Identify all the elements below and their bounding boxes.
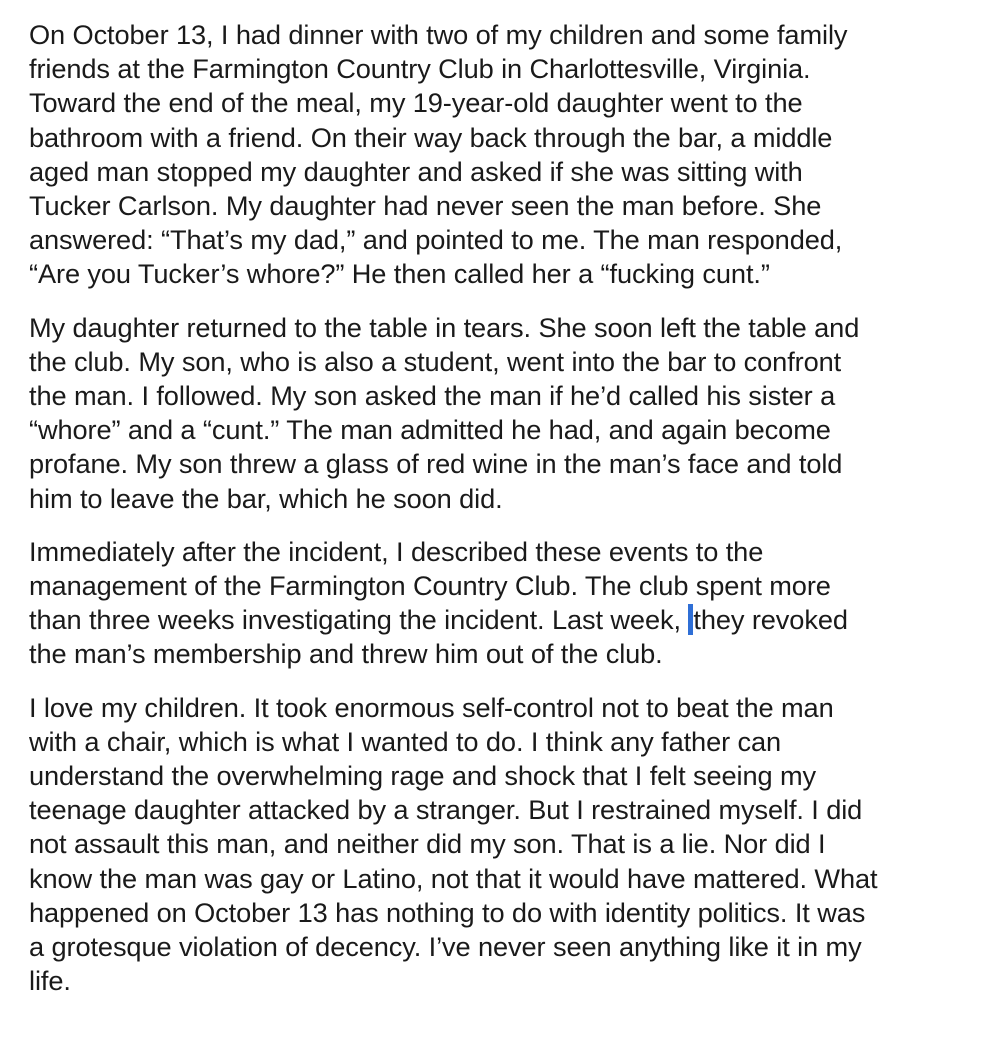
text-line: teenage daughter attacked by a stranger. But I restrained myself. I did	[29, 794, 863, 826]
text-line: “Are you Tucker’s whore?” He then called her a “fucking cunt.”	[29, 258, 770, 290]
text-line: Immediately after the incident, I described these events to the	[29, 535, 764, 567]
text-line: the man’s membership and threw him out of the club.	[29, 638, 663, 670]
text-line: happened on October 13 has nothing to do with identity politics. It was	[29, 896, 866, 928]
text-line: the man. I followed. My son asked the man if he’d called his sister a	[29, 380, 836, 412]
text-line: with a chair, which is what I wanted to do. I think any father can	[29, 725, 782, 757]
text-line: bathroom with a friend. On their way back through the bar, a middle	[29, 121, 833, 153]
text-before-cursor: than three weeks investigating the incident. Last week,	[29, 604, 689, 636]
text-line: friends at the Farmington Country Club in Charlottesville, Virginia.	[29, 53, 811, 85]
text-line: not assault this man, and neither did my son. That is a lie. Nor did I	[29, 828, 826, 860]
paragraph-1	[29, 18, 994, 292]
text-line: a grotesque violation of decency. I’ve never seen anything like it in my	[29, 931, 862, 963]
text-line: the club. My son, who is also a student, went into the bar to confront	[29, 345, 842, 377]
paragraph-3	[29, 535, 994, 672]
text-line: aged man stopped my daughter and asked if she was sitting with	[29, 155, 803, 187]
text-line: understand the overwhelming rage and shock that I felt seeing my	[29, 760, 817, 792]
text-line-with-cursor	[29, 603, 994, 637]
text-line: management of the Farmington Country Club. The club spent more	[29, 570, 831, 602]
text-line: know the man was gay or Latino, not that it would have mattered. What	[29, 862, 878, 894]
text-line: profane. My son threw a glass of red wine in the man’s face and told	[29, 448, 843, 480]
text-line: him to leave the bar, which he soon did.	[29, 482, 503, 514]
text-line: My daughter returned to the table in tears. She soon left the table and	[29, 311, 860, 343]
text-line: “whore” and a “cunt.” The man admitted he had, and again become	[29, 414, 831, 446]
paragraph-4	[29, 691, 994, 999]
text-line: Tucker Carlson. My daughter had never seen the man before. She	[29, 190, 822, 222]
text-line: I love my children. It took enormous self-control not to beat the man	[29, 691, 834, 723]
document-body[interactable]	[29, 18, 994, 1017]
text-line: On October 13, I had dinner with two of my children and some family	[29, 19, 848, 50]
text-line: life.	[29, 965, 71, 997]
text-line: Toward the end of the meal, my 19-year-old daughter went to the	[29, 87, 803, 119]
text-line: answered: “That’s my dad,” and pointed to me. The man responded,	[29, 224, 843, 256]
paragraph-2	[29, 311, 994, 516]
text-after-cursor: they revoked	[693, 604, 848, 636]
